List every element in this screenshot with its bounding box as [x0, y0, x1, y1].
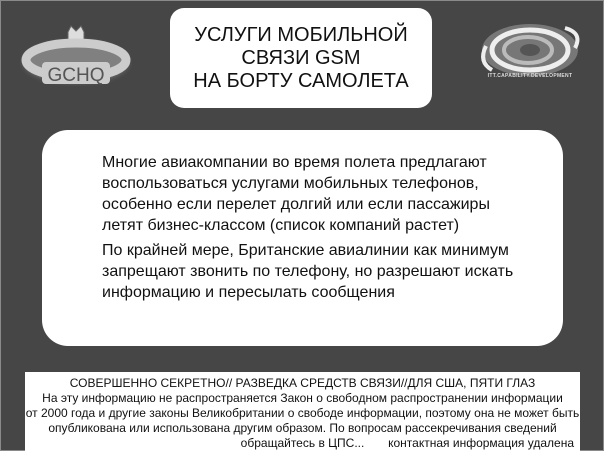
itt-logo-text: ITT.CAPABILITY.DEVELOPMENT — [487, 73, 573, 79]
title-line: УСЛУГИ МОБИЛЬНОЙ — [194, 23, 408, 46]
legal-notice: На эту информацию не распространяется Закон о свободном распространении информации от 2000 года и другие законы Великобритании о свободе информации, поэтому она не может быть опубликована или использована другим образом. По вопросам рассекречивания сведений обращайтесь в ЦПС... — [25, 391, 580, 450]
title-line: НА БОРТУ САМОЛЕТА — [193, 69, 409, 92]
content-box — [42, 130, 563, 346]
title-line: СВЯЗИ GSM — [241, 46, 361, 69]
svg-text:GCHQ: GCHQ — [47, 65, 105, 86]
gchq-logo — [20, 22, 132, 92]
paragraph-2: По крайней мере, Британские авиалинии как минимум запрещают звонить по телефону, но разрешают искать информацию и пересылать сообщения — [102, 242, 514, 301]
contact-info: контактная информация удалена — [388, 436, 574, 450]
classification-footer — [25, 372, 580, 451]
title-box — [170, 8, 432, 108]
classification-banner: СОВЕРШЕННО СЕКРЕТНО// РАЗВЕДКА СРЕДСТВ СВЯЗИ//ДЛЯ США, ПЯТИ ГЛАЗ — [69, 376, 536, 390]
paragraph-1: Многие авиакомпании во время полета предлагают воспользоваться услугами мобильных телефонов, особенно если перелет долгий или если пассажиры летят бизнес-классом (список компаний растет) — [102, 154, 490, 234]
